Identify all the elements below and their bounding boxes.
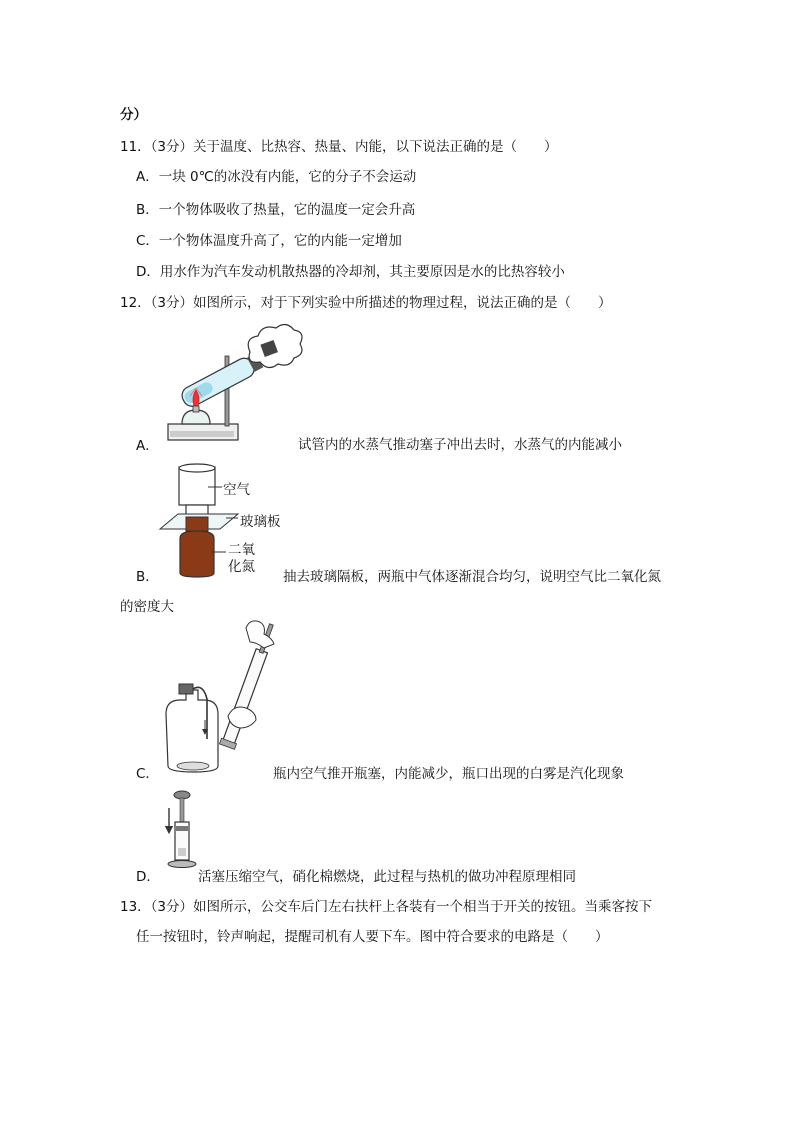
label-no2-line2: 化氮 xyxy=(228,559,255,575)
label-glass-plate: 玻璃板 xyxy=(240,514,281,530)
question-12-option-a-text: 试管内的水蒸气推动塞子冲出去时，水蒸气的内能减小 xyxy=(298,437,622,453)
question-12-option-d-text: 活塞压缩空气，硝化棉燃烧，此过程与热机的做功冲程原理相同 xyxy=(198,869,576,885)
question-13-stem: 13．（3分）如图所示，公交车后门左右扶杆上各装有一个相当于开关的按钮。当乘客按下 xyxy=(120,899,653,915)
label-no2-line1: 二氧 xyxy=(228,542,255,558)
question-11-option-c: C．一个物体温度升高了，它的内能一定增加 xyxy=(136,233,402,249)
header-fragment: 分） xyxy=(120,107,147,123)
question-12-option-d-letter: D． xyxy=(136,869,160,885)
question-12-option-b-text: 抽去玻璃隔板，两瓶中气体逐渐混合均匀，说明空气比二氧化氮 xyxy=(283,569,661,585)
question-12-option-c-text: 瓶内空气推开瓶塞，内能减少，瓶口出现的白雾是汽化现象 xyxy=(273,766,624,782)
question-12-option-b-text-cont: 的密度大 xyxy=(120,599,174,615)
question-12-stem: 12．（3分）如图所示，对于下列实验中所描述的物理过程，说法正确的是（ ） xyxy=(120,295,612,311)
question-11-option-b: B．一个物体吸收了热量，它的温度一定会升高 xyxy=(136,202,416,218)
question-11-stem: 11．（3分）关于温度、比热容、热量、内能，以下说法正确的是（ ） xyxy=(120,139,558,155)
question-12-option-b-letter: B． xyxy=(136,569,159,585)
question-12-option-a-letter: A． xyxy=(136,438,159,454)
question-11-option-d: D．用水作为汽车发动机散热器的冷却剂，其主要原因是水的比热容较小 xyxy=(136,264,565,280)
question-11-option-a: A．一块 0℃的冰没有内能，它的分子不会运动 xyxy=(136,169,417,185)
question-13-stem-cont: 任一按钮时，铃声响起，提醒司机有人要下车。图中符合要求的电路是（ ） xyxy=(136,929,609,945)
question-12-option-c-letter: C． xyxy=(136,766,159,782)
label-air: 空气 xyxy=(223,482,250,498)
